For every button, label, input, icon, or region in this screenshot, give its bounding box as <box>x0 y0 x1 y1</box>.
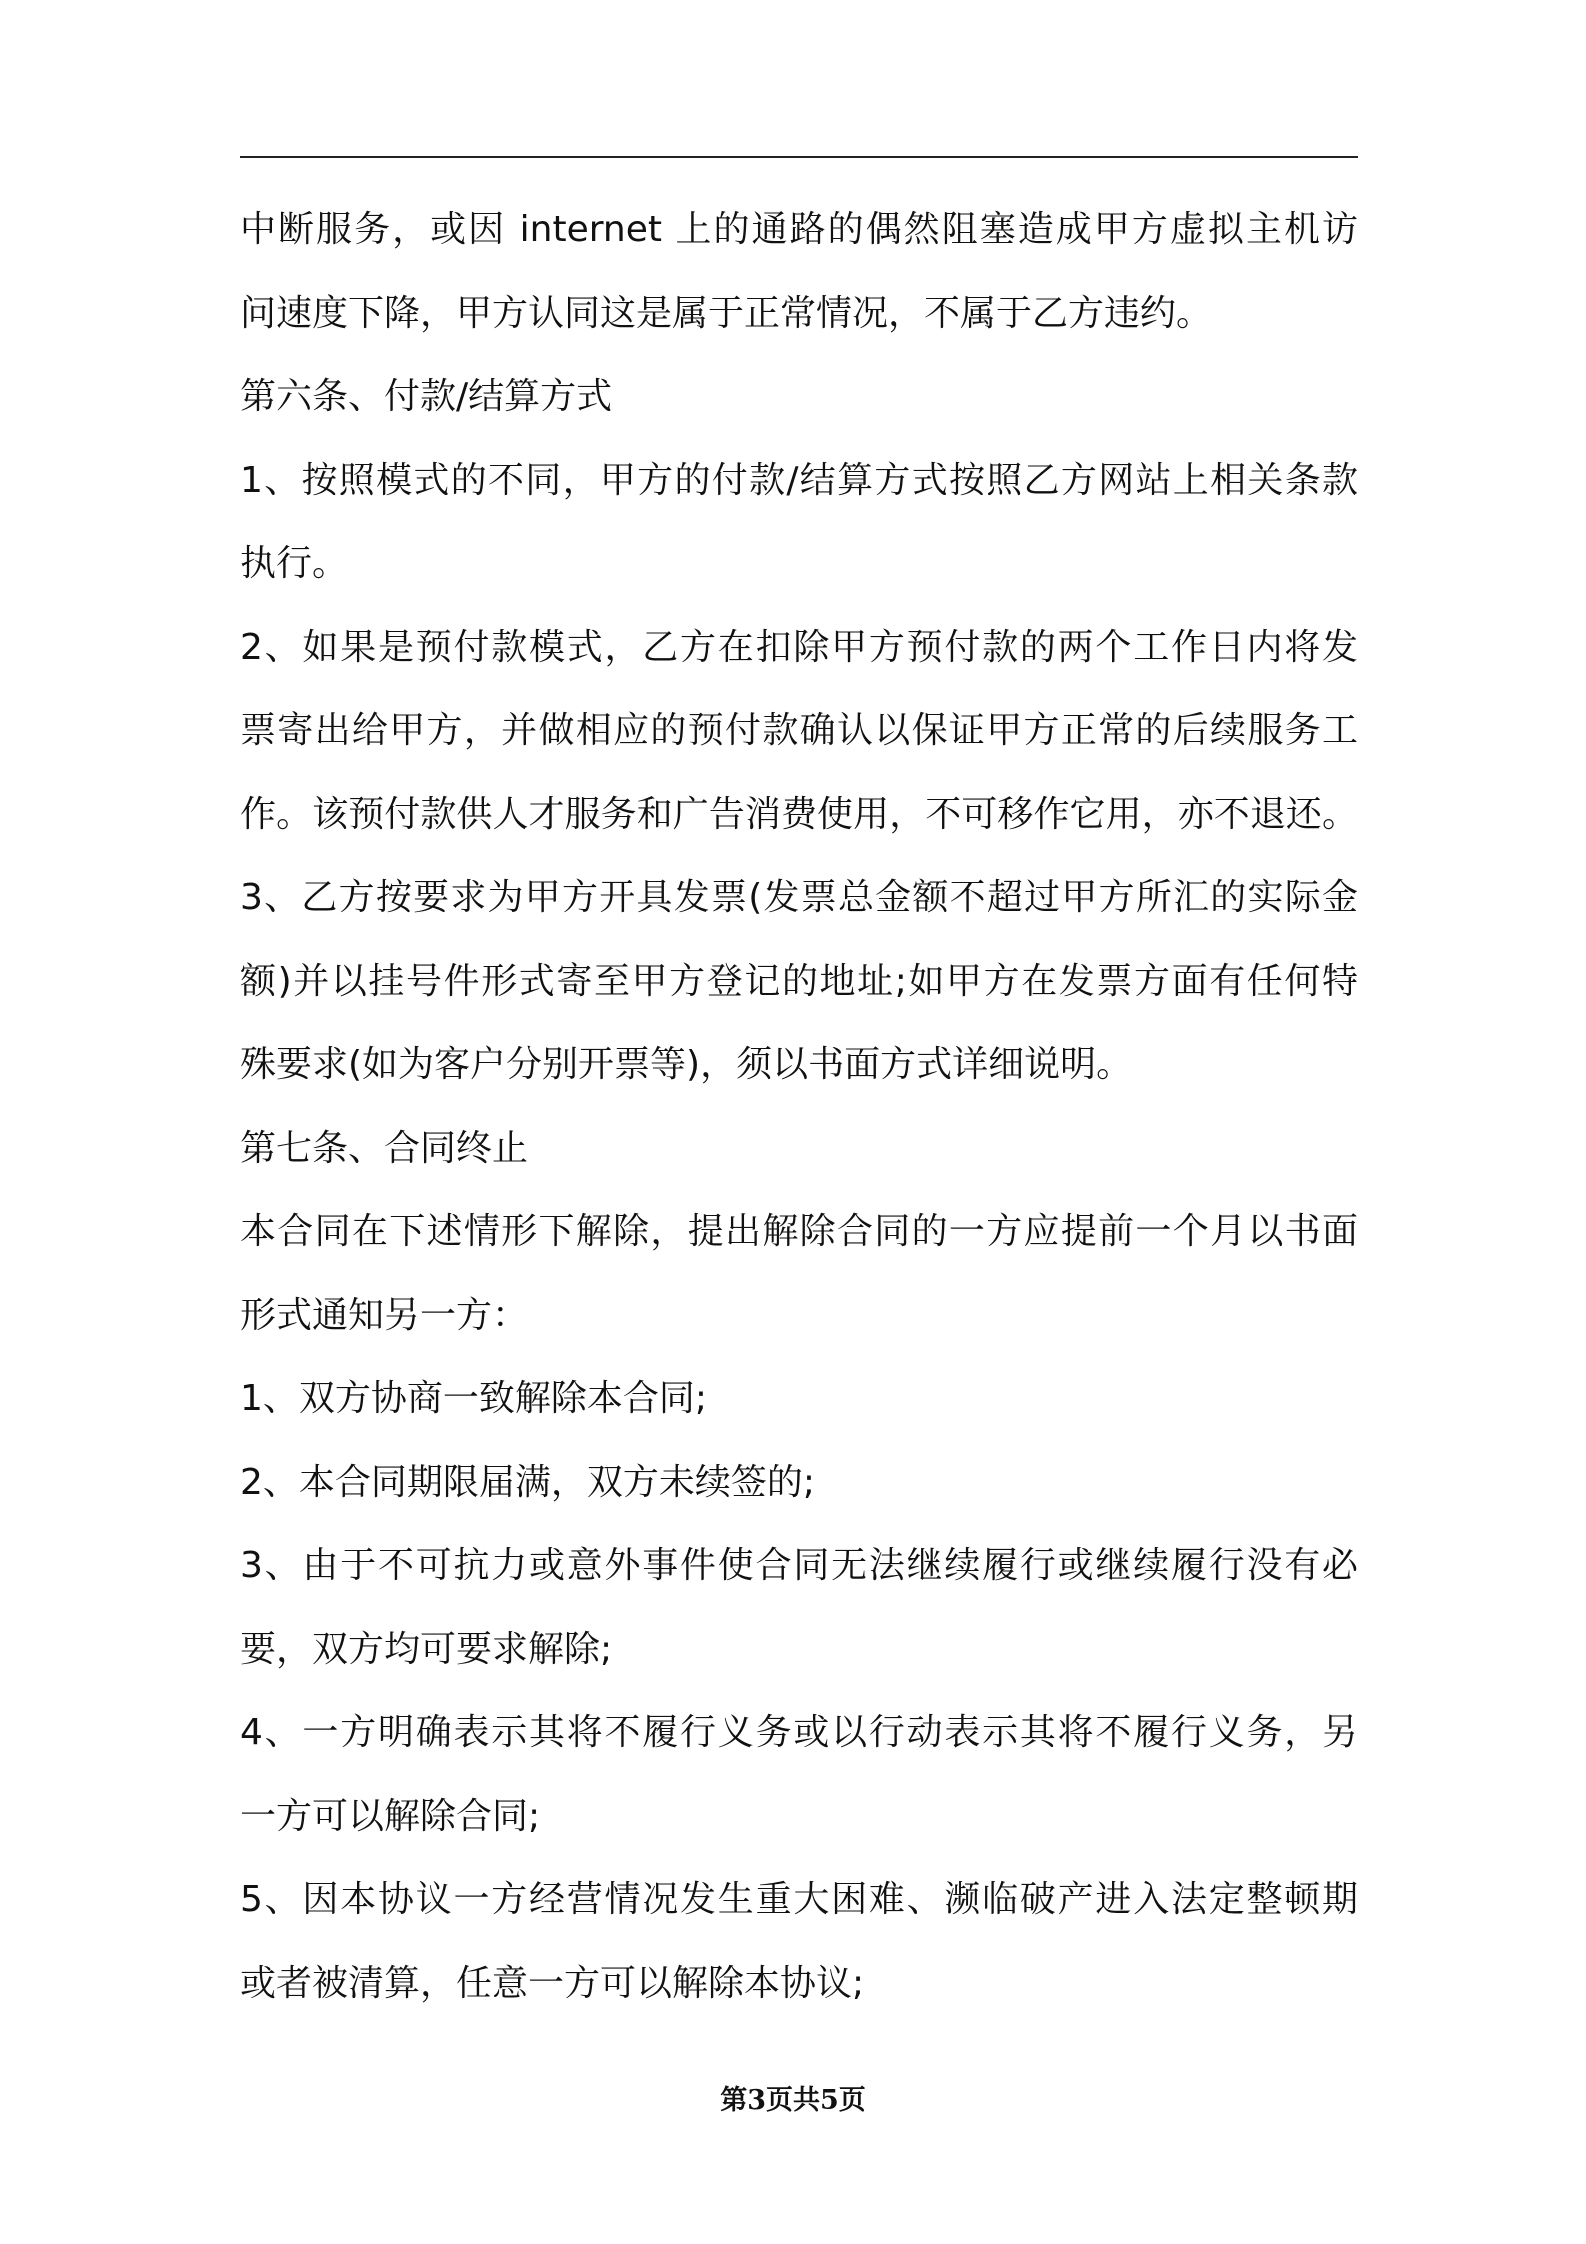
text-line: 5、因本协议一方经营情况发生重大困难、濒临破产进入法定整顿期 <box>240 1879 1358 1920</box>
text-line: 2、如果是预付款模式，乙方在扣除甲方预付款的两个工作日内将发 <box>240 626 1358 668</box>
text-line: 或者被清算，任意一方可以解除本协议; <box>240 1962 865 2004</box>
text-line: 问速度下降，甲方认同这是属于正常情况，不属于乙方违约。 <box>240 292 1213 334</box>
text-line: 形式通知另一方： <box>240 1294 529 1336</box>
text-line: 2、本合同期限届满，双方未续签的; <box>240 1461 816 1503</box>
document-body <box>240 188 1358 2025</box>
text-line: 第七条、合同终止 <box>240 1127 529 1169</box>
text-line: 本合同在下述情形下解除，提出解除合同的一方应提前一个月以书面 <box>240 1211 1358 1252</box>
text-line: 1、按照模式的不同，甲方的付款/结算方式按照乙方网站上相关条款 <box>240 459 1358 501</box>
text-line: 额)并以挂号件形式寄至甲方登记的地址;如甲方在发票方面有任何特 <box>240 960 1358 1002</box>
text-line: 1、双方协商一致解除本合同; <box>240 1378 708 1419</box>
text-line: 4、一方明确表示其将不履行义务或以行动表示其将不履行义务，另 <box>240 1712 1358 1753</box>
text-line: 第六条、付款/结算方式 <box>240 376 613 417</box>
text-line: 殊要求(如为客户分别开票等)，须以书面方式详细说明。 <box>240 1044 1133 1085</box>
text-line: 要，双方均可要求解除; <box>240 1628 613 1670</box>
text-line: 3、由于不可抗力或意外事件使合同无法继续履行或继续履行没有必 <box>240 1545 1358 1586</box>
text-line: 中断服务，或因 internet 上的通路的偶然阻塞造成甲方虚拟主机访 <box>240 209 1358 250</box>
header-rule <box>240 156 1358 158</box>
text-line: 票寄出给甲方，并做相应的预付款确认以保证甲方正常的后续服务工 <box>240 710 1358 751</box>
text-line: 一方可以解除合同; <box>240 1795 541 1837</box>
text-line: 作。该预付款供人才服务和广告消费使用，不可移作它用，亦不退还。 <box>240 793 1358 835</box>
page-number: 第3页共5页 <box>720 2085 866 2116</box>
text-line: 执行。 <box>240 543 349 584</box>
text-line: 3、乙方按要求为甲方开具发票(发票总金额不超过甲方所汇的实际金 <box>240 877 1358 918</box>
